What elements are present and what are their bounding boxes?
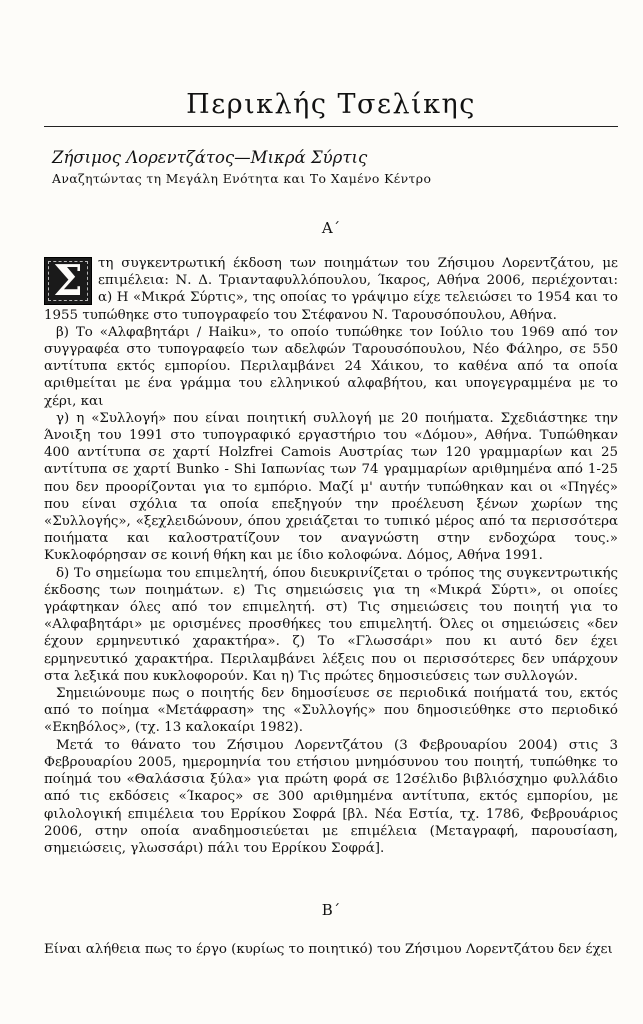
closing-paragraph: Είναι αλήθεια πως το έργο (κυρίως το ποιητικό) του Ζήσιμου Λορεντζάτου δεν έχει [44, 942, 613, 958]
section-heading-a: Α΄ [321, 219, 341, 237]
paragraph: β) Το «Αλφαβητάρι / Haiku», το οποίο τυπώθηκε τον Ιούλιο του 1969 από τον συγγραφέα στο τυπογραφείο των αδελφών Ταρουσόπουλου, Νέο Φάληρο, σε 550 αντίτυπα εκτός εμπορίου. Περιλαμβάνει 24 Χάικου, το καθένα από τα οποία αριθμείται με ένα γράμμα του ελληνικού αλφαβήτου, και υπογεγραμμένα με το χέρι, και [44, 324, 618, 409]
page [44, 0, 618, 958]
section-heading-b: Β΄ [321, 901, 341, 920]
paragraph: δ) Το σημείωμα του επιμελητή, όπου διευκρινίζεται ο τρόπος της συγκεντρωτικής έκδοσης των ποιημάτων. ε) Τις σημειώσεις για τη «Μικρά Σύρτι», οι οποίες γράφτηκαν όλες από τον επιμελητή. στ) Τις σημειώσεις του ποιητή για το «Αλφαβητάρι» με ορισμένες προσθήκες του επιμελητή. Όλες οι σημειώσεις «δεν έχουν ερμηνευτικό χαρακτήρα». ζ) Το «Γλωσσάρι» που κι αυτό δεν έχει ερμηνευτικό χαρακτήρα. Περιλαμβάνει λέξεις που οι περισσότερες δεν υπάρχουν στα λεξικά που κυκλοφορούν. Και η) Τις πρώτες δημοσιεύσεις των συλλογών. [44, 565, 618, 684]
paragraph: γ) η «Συλλογή» που είναι ποιητική συλλογή με 20 ποιήματα. Σχεδιάστηκε την Άνοιξη του 1991 στο τυπογραφικό εργαστήριο του «Δόμου», Αθήνα. Τυπώθηκαν 400 αντίτυπα σε χαρτί Holzfrei Camois Αυστρίας των 120 γραμμαρίων και 25 αντίτυπα σε χαρτί Bunko - Shi Ιαπωνίας των 74 γραμμαρίων αριθμημένα από 1-25 που δεν προορίζονται για το εμπόριο. Μαζί μ' αυτήν τυπώθηκαν και οι «Πηγές» που είναι σχόλια τα οποία επεξηγούν την προέλευση ξένων χωρίων της «Συλλογής», «ξεχλειδώνουν, όπου χρειάζεται το τυπικό μέρος από τα περισσότερα ποιήματα και καλοστρατίζουν τον αναγνώστη στην ενδοχώρα τους.» Κυκλοφόρησαν σε κοινή θήκη και με ίδιο κολοφώνα. Δόμος, Αθήνα 1991. [44, 410, 618, 564]
author-name: Περικλής Τσελίκης [186, 89, 476, 120]
article-title: Ζήσιμος Λορεντζάτος—Μικρά Σύρτις [52, 148, 368, 167]
paragraph: Μετά το θάνατο του Ζήσιμου Λορεντζάτου (3 Φεβρουαρίου 2004) στις 3 Φεβρουαρίου 2005, ημερομηνία του ετήσιου μνημόσυνου του ποιητή, τυπώθηκε το ποίημά του «Θαλάσσια ξύλα» για πρώτη φορά σε 12σέλιδο βιβλιόσχημο φυλλάδιο από τις εκδόσεις «Ίκαρος» σε 300 αριθμημένα αντίτυπα, εκτός εμπορίου, με φιλολογική επιμέλεια του Ερρίκου Σοφρά [βλ. Νέα Εστία, τχ. 1786, Φεβρουάριος 2006, στην οποία αναδημοσιεύεται με επιμέλεια (Μεταγραφή, παρουσίαση, σημειώσεις, γλωσσάρι) πάλι του Ερρίκου Σοφρά]. [44, 737, 618, 856]
paragraph: τη συγκεντρωτική έκδοση των ποιημάτων του Ζήσιμου Λορεντζάτου, με επιμέλεια: Ν. Δ. Τριανταφυλλόπουλου, Ίκαρος, Αθήνα 2006, περιέχονται: α) Η «Μικρά Σύρτις», της οποίας το γράψιμο είχε τελειώσει το 1954 και το 1955 τυπώθηκε στο τυπογραφείο του Στέφανου Ν. Ταρουσόπουλου, Αθήνα. [44, 256, 618, 323]
drop-cap [44, 257, 92, 305]
header-rule [44, 126, 618, 127]
article-subtitle: Αναζητώντας τη Μεγάλη Ενότητα και Το Χαμένο Κέντρο [52, 171, 432, 186]
article-body [44, 255, 618, 857]
drop-cap-letter: Σ [53, 256, 83, 306]
paragraph: Σημειώνουμε πως ο ποιητής δεν δημοσίευσε σε περιοδικά ποιήματά του, εκτός από το ποίημα «Μετάφραση» της «Συλλογής» που δημοσιεύθηκε στο περιοδικό «Εκηβόλος», (τχ. 13 καλοκαίρι 1982). [44, 686, 618, 736]
